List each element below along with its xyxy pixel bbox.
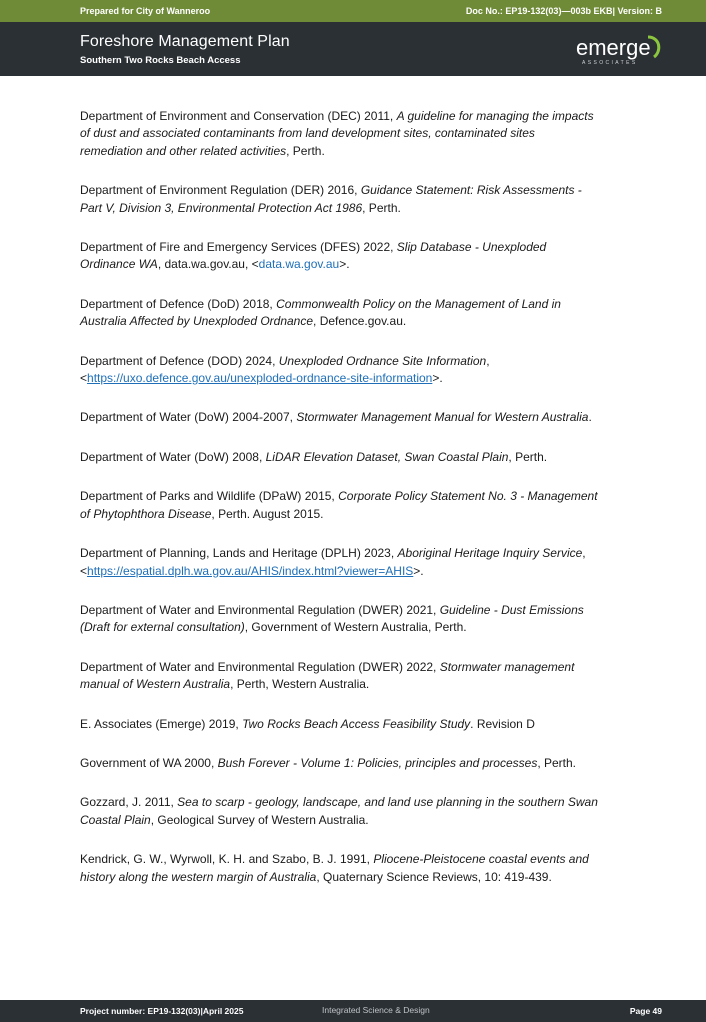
reference-author: Department of Water (DoW) 2004-2007, <box>80 410 297 425</box>
reference-entry <box>80 545 600 580</box>
reference-author: Department of Planning, Lands and Heritage (DPLH) 2023, <box>80 546 398 561</box>
reference-author: Department of Environment Regulation (DER) 2016, <box>80 183 361 198</box>
reference-details: , Quaternary Science Reviews, 10: 419-439. <box>316 869 552 884</box>
reference-details: , Government of Western Australia, Perth. <box>244 620 467 635</box>
reference-title: Bush Forever - Volume 1: Policies, principles and processes <box>217 755 538 770</box>
reference-details: , < <box>80 546 586 578</box>
reference-details: , Perth, Western Australia. <box>230 677 370 692</box>
reference-title: Two Rocks Beach Access Feasibility Study <box>242 716 471 731</box>
reference-link[interactable]: https://espatial.dplh.wa.gov.au/AHIS/index.html?viewer=AHIS <box>87 563 414 578</box>
document-subtitle: Southern Two Rocks Beach Access <box>80 55 241 66</box>
reference-author: E. Associates (Emerge) 2019, <box>80 716 243 731</box>
reference-author: Department of Water and Environmental Regulation (DWER) 2022, <box>80 659 440 674</box>
document-title: Foreshore Management Plan <box>80 33 290 50</box>
reference-details: , < <box>80 353 490 386</box>
reference-author: Department of Defence (DOD) 2024, <box>80 353 279 368</box>
reference-entry <box>80 353 600 388</box>
reference-author: Kendrick, G. W., Wyrwoll, K. H. and Szabo, B. J. 1991, <box>80 852 374 867</box>
reference-entry <box>80 851 600 886</box>
reference-title: Slip Database - Unexploded Ordinance WA <box>80 240 547 272</box>
reference-author: Government of WA 2000, <box>80 755 218 770</box>
reference-title: Aboriginal Heritage Inquiry Service <box>397 546 583 561</box>
page-footer <box>0 1000 706 1022</box>
reference-author: Department of Water and Environmental Regulation (DWER) 2021, <box>80 602 440 617</box>
reference-link-close: >. <box>432 371 443 386</box>
reference-entry <box>80 602 600 637</box>
reference-link-close: >. <box>339 257 350 272</box>
logo-wordmark: emerge <box>576 35 651 60</box>
reference-title: A guideline for managing the impacts of dust and associated contaminants from land development sites, contaminated sites remediation and other related activities <box>80 109 594 158</box>
reference-author: Department of Defence (DoD) 2018, <box>80 296 277 311</box>
reference-author: Department of Environment and Conservation (DEC) 2011, <box>80 109 397 123</box>
reference-entry <box>80 659 600 694</box>
reference-details: . Revision D <box>470 716 535 731</box>
page-number: Page 49 <box>629 1006 662 1016</box>
top-bar <box>0 0 706 22</box>
reference-title: Sea to scarp - geology, landscape, and land use planning in the southern Swan Coastal Plain <box>80 795 598 827</box>
reference-title: LiDAR Elevation Dataset, Swan Coastal Plain <box>265 449 509 464</box>
project-number-label: Project number: EP19-132(03)|April 2025 <box>80 1006 244 1016</box>
reference-link[interactable]: https://uxo.defence.gov.au/unexploded-ordnance-site-information <box>87 371 433 386</box>
reference-details: , Perth. <box>286 143 325 158</box>
reference-title: Stormwater management manual of Western Australia <box>80 659 575 692</box>
references-list <box>80 108 600 908</box>
reference-link-close: >. <box>413 563 424 578</box>
reference-details: , Geological Survey of Western Australia. <box>150 812 369 827</box>
reference-title: Stormwater Management Manual for Western Australia <box>296 410 589 425</box>
reference-entry <box>80 449 600 466</box>
reference-details: , Perth. August 2015. <box>211 506 324 521</box>
emerge-logo <box>574 31 666 69</box>
reference-details: , Defence.gov.au. <box>313 314 407 329</box>
document-header <box>0 22 706 76</box>
footer-tagline: Integrated Science & Design <box>322 1005 430 1015</box>
reference-details: , Perth. <box>508 449 548 464</box>
reference-title: Guidance Statement: Risk Assessments - Part V, Division 3, Environmental Protection Act 1986 <box>80 183 582 215</box>
reference-link[interactable]: data.wa.gov.au <box>258 257 340 272</box>
reference-author: Department of Parks and Wildlife (DPaW) 2015, <box>80 489 339 504</box>
reference-entry <box>80 108 600 160</box>
reference-entry <box>80 488 600 523</box>
reference-entry <box>80 239 600 274</box>
reference-title: Corporate Policy Statement No. 3 - Management of Phytophthora Disease <box>80 489 598 521</box>
reference-details: . <box>588 410 592 425</box>
doc-number-label: Doc No.: EP19-132(03)—003b EKB| Version: B <box>465 6 662 16</box>
reference-entry <box>80 296 600 331</box>
reference-author: Department of Fire and Emergency Services (DFES) 2022, <box>80 240 397 255</box>
logo-subtext: ASSOCIATES <box>582 60 638 66</box>
reference-title: Unexploded Ordnance Site Information <box>278 353 487 368</box>
reference-entry <box>80 755 600 772</box>
reference-entry <box>80 794 600 829</box>
reference-author: Gozzard, J. 2011, <box>80 795 178 810</box>
prepared-for-label: Prepared for City of Wanneroo <box>80 6 211 16</box>
reference-author: Department of Water (DoW) 2008, <box>80 449 266 464</box>
reference-details: , Perth. <box>362 200 401 215</box>
reference-title: Commonwealth Policy on the Management of Land in Australia Affected by Unexploded Ordnance <box>80 296 561 329</box>
reference-entry <box>80 182 600 217</box>
reference-title: Guideline - Dust Emissions (Draft for external consultation) <box>80 602 584 635</box>
reference-entry <box>80 716 600 733</box>
reference-title: Pliocene-Pleistocene coastal events and history along the western margin of Australia <box>80 852 589 884</box>
reference-details: , data.wa.gov.au, < <box>157 257 259 272</box>
reference-details: , Perth. <box>537 755 577 770</box>
reference-entry <box>80 409 600 426</box>
